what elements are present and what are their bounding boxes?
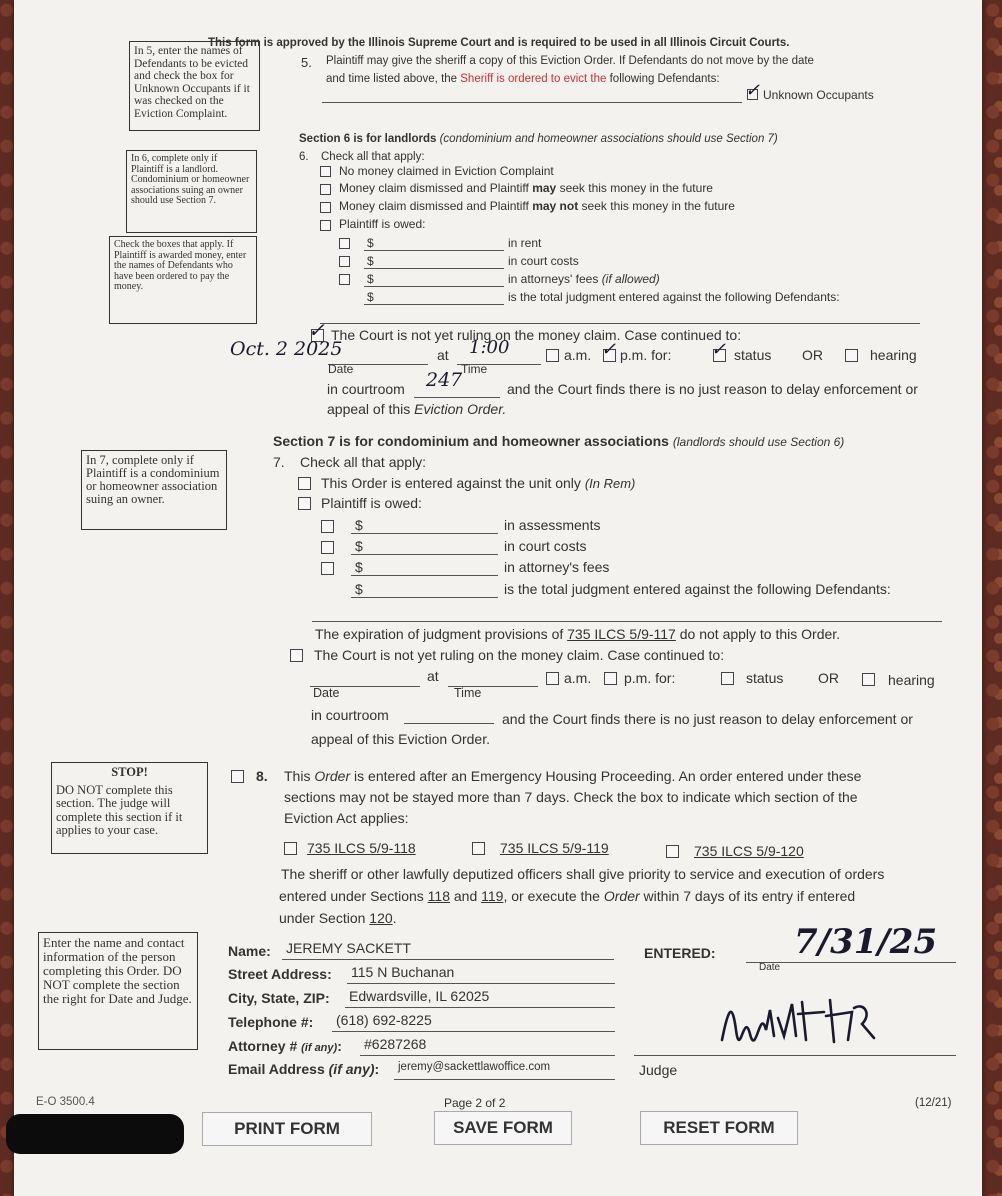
finds-text-6: and the Court finds there is no just reason to delay enforcement or [507,381,918,397]
option-no-money-claimed: No money claimed in Eviction Complaint [339,164,554,178]
section-8-line2: sections may not be stayed more than 7 days. Check the box to indicate which section of the [284,789,858,805]
instruction-note-contact: Enter the name and contact information of the person completing this Order. DO NOT complete the section the right for Date and Judge. [38,932,198,1050]
assessments-line [351,533,498,534]
dollar-costs-6: $ [367,254,374,268]
checkbox-continued-7[interactable] [290,649,303,662]
checkbox-status-7[interactable] [721,672,734,685]
judge-label: Judge [639,1062,678,1078]
section-8-line1: This Order is entered after an Emergency Housing Proceeding. An order entered under these [284,768,862,784]
print-form-button[interactable]: PRINT FORM [202,1112,372,1146]
continued-6-checkmark: ✓ [308,318,325,342]
checkbox-am-7[interactable] [546,672,559,685]
status-label-7: status [746,670,784,686]
section-5-line1: Plaintiff may give the sheriff a copy of this Eviction Order. If Defendants do not move by the date [326,55,814,67]
checkbox-section-8[interactable] [231,770,244,783]
section-5-number: 5. [301,55,312,70]
am-label-7: a.m. [564,670,592,686]
checkbox-attorney-fees-6[interactable] [339,274,350,285]
continued-6-text: The Court is not yet ruling on the money claim. Case continued to: [331,327,742,343]
option-plaintiff-owed: Plaintiff is owed: [339,217,426,231]
dollar-total-6: $ [367,290,374,304]
section-8-line6: under Section 120. [279,910,397,926]
label-rent: in rent [508,236,542,250]
checkbox-plaintiff-owed[interactable] [320,220,331,231]
am-label-6: a.m. [564,347,592,363]
section-8-line3: Eviction Act applies: [284,810,409,826]
save-form-button[interactable]: SAVE FORM [434,1111,572,1145]
costs-line-7 [351,554,498,555]
costs-amount-line-6 [364,268,504,269]
hearing-label-6: hearing [870,347,917,363]
street-label: Street Address: [228,966,332,982]
city-line [345,1007,615,1008]
redaction-mark [6,1114,184,1154]
pm-label-6: p.m. for: [620,347,672,363]
page-number: Page 2 of 2 [444,1096,506,1110]
courtroom-label-6: in courtroom [327,381,405,397]
courtroom-line-6 [414,397,500,398]
section-6-check-all: Check all that apply: [321,151,425,163]
name-line [282,959,614,960]
unknown-occupants-label: Unknown Occupants [763,88,874,102]
email-value[interactable]: jeremy@sackettlawoffice.com [398,1061,551,1073]
or-label-7: OR [818,670,839,686]
checkbox-no-money-claimed[interactable] [320,166,331,177]
instruction-note-6b: Check the boxes that apply. If Plaintiff is awarded money, enter the names of Defendants who have been ordered to pay the money. [109,236,257,324]
section-6-heading: Section 6 is for landlords (condominium and homeowner associations should use Section 7) [299,133,778,145]
checkbox-court-costs-6[interactable] [339,256,350,267]
label-court-costs-6: in court costs [508,254,579,268]
link-9-118[interactable]: 735 ILCS 5/9-118 [307,840,416,856]
time-label-6: Time [461,362,488,376]
entered-date-label: Date [759,962,781,973]
form-code: E-O 3500.4 [36,1096,95,1108]
attorney-line [360,1055,615,1056]
unknown-occupants-checkmark: ✓ [745,80,761,101]
label-court-costs-7: in court costs [504,538,587,554]
judge-signature [714,990,894,1054]
checkbox-in-rem[interactable] [298,477,311,490]
name-value[interactable]: JEREMY SACKETT [286,940,411,956]
at-label-6: at [437,347,449,363]
appeal-text-7: appeal of this Eviction Order. [311,731,490,747]
label-attorney-fees-6: in attorneys' fees (if allowed) [508,272,660,286]
section-7-check-all: Check all that apply: [300,454,427,470]
section-5-line2: and time listed above, the Sheriff is ordered to evict the following Defendants: [326,73,720,85]
dollar-costs-7: $ [355,538,363,554]
reset-form-button[interactable]: RESET FORM [640,1111,798,1145]
courtroom-line-7 [404,723,494,724]
checkbox-money-may-seek[interactable] [320,184,331,195]
in-rem-text: This Order is entered against the unit only (In Rem) [321,475,636,491]
email-line [394,1079,615,1080]
status-6-checkmark: ✓ [711,339,727,360]
phone-value[interactable]: (618) 692-8225 [336,1012,432,1028]
entered-label: ENTERED: [644,945,716,961]
finds-text-7: and the Court finds there is no just reason to delay enforcement or [502,711,913,727]
pm-6-checkmark: ✓ [601,339,617,360]
section-8-line5: entered under Sections 118 and 119, or execute the Order within 7 days of its entry if entered [279,888,856,904]
dollar-fees-6: $ [367,272,374,286]
section-7-heading: Section 7 is for condominium and homeowner associations (landlords should use Section 6) [273,433,845,449]
expiration-text: The expiration of judgment provisions of 735 ILCS 5/9-117 do not apply to this Order. [315,626,841,642]
date-label-7: Date [313,686,340,700]
instruction-note-7: In 7, complete only if Plaintiff is a condominium or homeowner association suing an owner. [81,450,227,530]
email-label: Email Address (if any): [228,1061,380,1077]
total-line-7 [351,597,498,598]
phone-line [332,1031,615,1032]
total-amount-line-6 [364,304,504,305]
option-money-may-not-seek: Money claim dismissed and Plaintiff may not seek this money in the future [339,199,735,213]
name-label: Name: [228,943,271,959]
option-money-may-seek: Money claim dismissed and Plaintiff may seek this money in the future [339,181,713,195]
handwritten-time-6: 1:00 [469,337,510,358]
checkbox-owed-7[interactable] [298,497,311,510]
checkbox-hearing-7[interactable] [862,673,875,686]
hearing-label-7: hearing [888,672,935,688]
defendants-line-6 [320,323,920,324]
checkbox-hearing-6[interactable] [845,349,858,362]
checkbox-rent[interactable] [339,238,350,249]
phone-label: Telephone #: [228,1014,314,1030]
checkbox-9-120[interactable] [666,845,679,858]
checkbox-money-may-not-seek[interactable] [320,202,331,213]
date-label-6: Date [328,362,354,376]
dollar-total-7: $ [355,581,363,597]
dollar-rent: $ [367,236,374,250]
defendants-line-5 [322,102,742,103]
section-8-number: 8. [256,768,268,784]
pm-label-7: p.m. for: [624,670,676,686]
instruction-note-6: In 6, complete only if Plaintiff is a landlord. Condominium or homeowner associations suing an owner should use Section 7. [126,150,257,233]
rent-amount-line [364,250,504,251]
continued-7-text: The Court is not yet ruling on the money claim. Case continued to: [314,647,725,663]
handwritten-date-6: Oct. 2 2025 [230,338,343,360]
judge-line [634,1055,956,1056]
appeal-text-6: appeal of this Eviction Order. [327,401,507,417]
city-value[interactable]: Edwardsville, IL 62025 [349,988,490,1004]
link-9-119[interactable]: 735 ILCS 5/9-119 [500,840,609,856]
checkbox-attorney-fees-7[interactable] [321,562,334,575]
attorney-label: Attorney # (if any): [228,1038,342,1054]
section-6-number: 6. [299,151,309,163]
or-label-6: OR [802,347,823,363]
city-label: City, State, ZIP: [228,990,330,1006]
label-total-6: is the total judgment entered against the following Defendants: [508,290,840,304]
dollar-fees-7: $ [355,559,363,575]
checkbox-9-118[interactable] [284,842,297,855]
checkbox-court-costs-7[interactable] [321,541,334,554]
checkbox-pm-7[interactable] [604,672,617,685]
fees-amount-line-6 [364,286,504,287]
section-7-number: 7. [273,454,285,470]
approval-header: This form is approved by the Illinois Supreme Court and is required to be used in all Illinois Circuit Courts. [208,37,790,49]
at-label-7: at [427,668,439,684]
revision-date: (12/21) [915,1097,952,1109]
link-9-120[interactable]: 735 ILCS 5/9-120 [694,843,804,859]
label-attorney-fees-7: in attorney's fees [504,559,610,575]
label-assessments: in assessments [504,517,601,533]
fees-line-7 [351,575,498,576]
status-label-6: status [734,347,772,363]
checkbox-9-119[interactable] [472,842,485,855]
instruction-note-8: STOP! DO NOT complete this section. The judge will complete this section if it applies to your case. [51,762,208,854]
handwritten-entered-date: 7/31/25 [794,922,938,962]
attorney-value[interactable]: #6287268 [364,1036,427,1052]
courtroom-label-7: in courtroom [311,707,389,723]
handwritten-courtroom-6: 247 [426,369,463,391]
time-label-7: Time [454,686,482,700]
dollar-assessments: $ [355,517,363,533]
section-8-line4: The sheriff or other lawfully deputized officers shall give priority to service and execution of orders [281,866,885,882]
instruction-note-5: In 5, enter the names of Defendants to be evicted and check the box for Unknown Occupants if it was checked on the Eviction Complaint. [129,41,260,131]
checkbox-assessments[interactable] [321,520,334,533]
label-total-7: is the total judgment entered against the following Defendants: [504,581,891,597]
form-page [14,0,982,1196]
defendants-line-7 [312,621,942,622]
checkbox-am-6[interactable] [546,349,559,362]
street-line [347,983,615,984]
owed-label-7: Plaintiff is owed: [321,495,422,511]
street-value[interactable]: 115 N Buchanan [351,964,455,980]
